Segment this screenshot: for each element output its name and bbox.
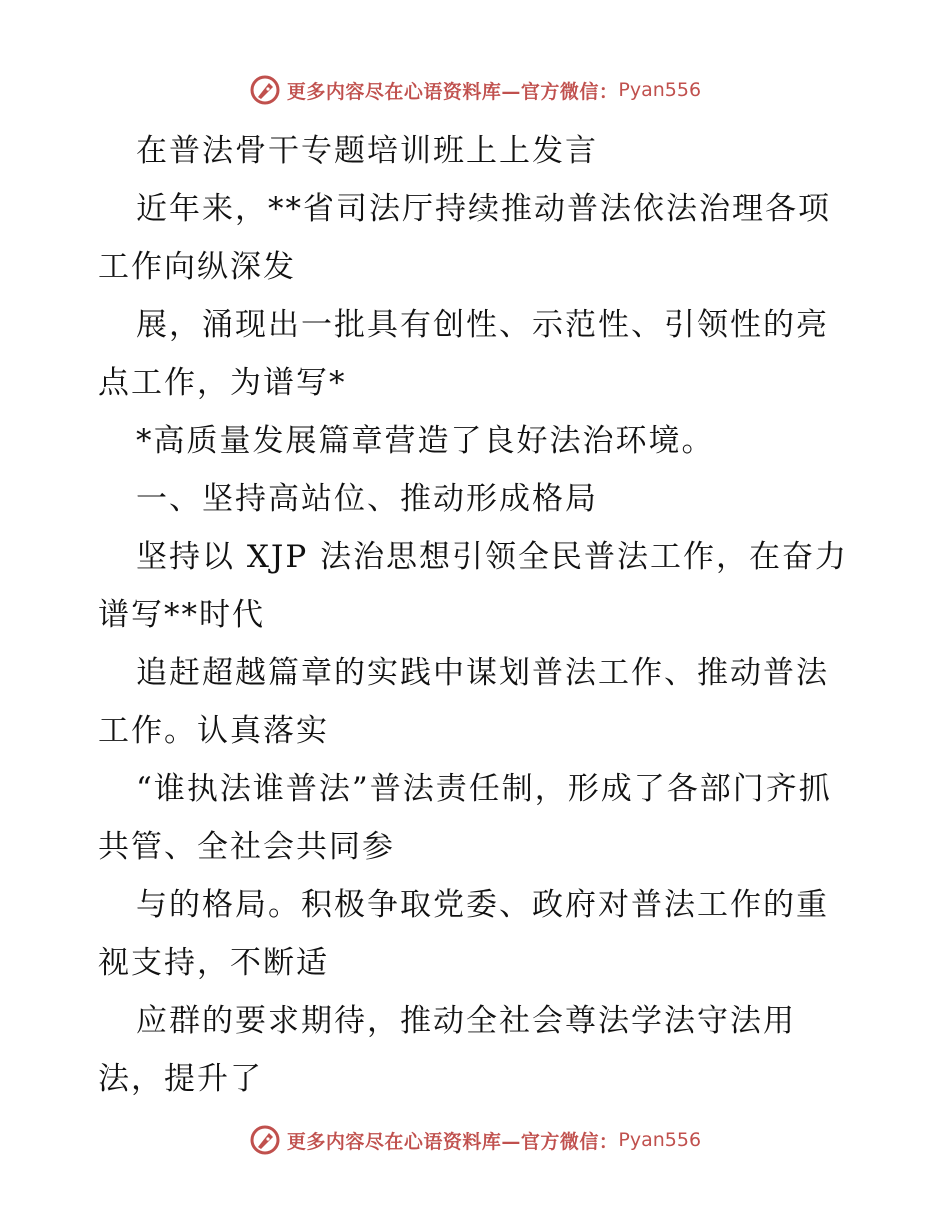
paragraph: 与的格局。积极争取党委、政府对普法工作的重视支持，不断适 (98, 887, 829, 981)
paragraph: *高质量发展篇章营造了良好法治环境。 (136, 423, 715, 459)
paragraph: 应群的要求期待，推动全社会尊法学法守法用法，提升了 (98, 1003, 796, 1097)
banner-wechat-handle: Pyan556 (618, 79, 702, 101)
pen-nib-logo-icon (249, 1124, 281, 1156)
document-title: 在普法骨干专题培训班上上发言 (136, 133, 598, 169)
banner-brand-text: 更多内容尽在心语资料库—官方微信： (286, 1130, 619, 1153)
paragraph: 坚持以 XJP 法治思想引领全民普法工作，在奋力谱写**时代 (98, 539, 849, 633)
paragraph: “谁执法谁普法”普法责任制，形成了各部门齐抓共管、全社会共同参 (98, 771, 832, 865)
document-body (98, 122, 858, 1108)
banner-wechat-handle: Pyan556 (618, 1129, 702, 1151)
banner-brand-text: 更多内容尽在心语资料库—官方微信： (286, 80, 619, 103)
paragraph: 追赶超越篇章的实践中谋划普法工作、推动普法工作。认真落实 (98, 655, 829, 749)
paragraph: 近年来，**省司法厅持续推动普法依法治理各项工作向纵深发 (98, 191, 831, 285)
section-heading: 一、坚持高站位、推动形成格局 (136, 481, 598, 517)
pen-nib-logo-icon (249, 74, 281, 106)
paragraph: 展，涌现出一批具有创性、示范性、引领性的亮点工作，为谱写* (98, 307, 829, 401)
footer-watermark-banner (0, 1120, 950, 1160)
header-watermark-banner (0, 70, 950, 110)
